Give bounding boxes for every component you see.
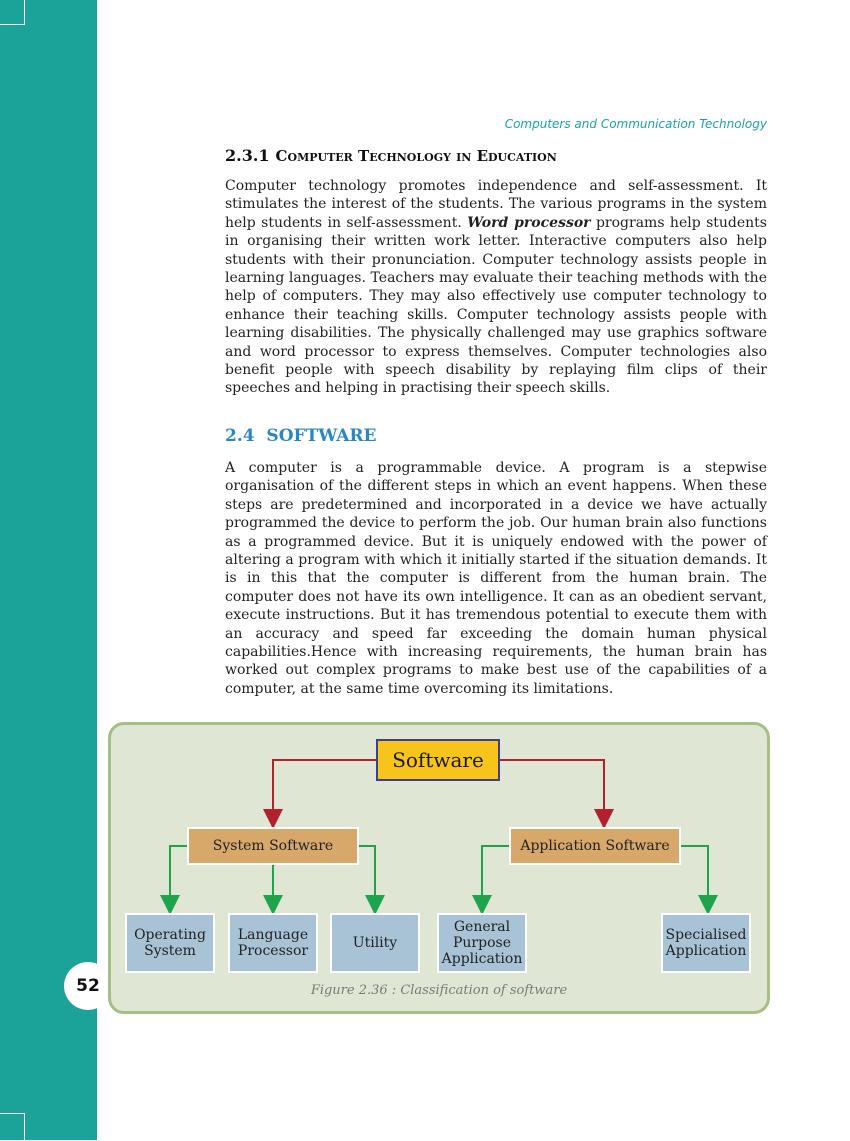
node-operating-system: Operating System: [125, 913, 215, 973]
node-software: Software: [376, 739, 500, 781]
section-title: SOFTWARE: [266, 426, 377, 446]
section-heading-2-4: [225, 426, 377, 446]
section-2-3-1-body: [225, 177, 767, 398]
body-text: Computer technology promotes independence and self-assessment. It stimulates the interest of the students. The various programs in the system help students in self-assessment.: [225, 178, 767, 231]
connector-app-to-general: [482, 846, 509, 905]
connector-system-to-os: [170, 846, 187, 905]
node-general-purpose-application: General Purpose Application: [437, 913, 527, 973]
crop-mark-bottom: [0, 1113, 25, 1141]
connector-system-to-utility: [359, 846, 375, 905]
node-specialised-application: Specialised Application: [661, 913, 751, 973]
node-utility: Utility: [330, 913, 420, 973]
crop-mark-top: [0, 0, 25, 25]
page-number: 52: [64, 962, 112, 1010]
emphasis-term: Word processor: [467, 214, 591, 231]
section-heading-2-3-1: [225, 146, 557, 165]
node-language-processor: Language Processor: [228, 913, 318, 973]
connector-app-to-specialised: [681, 846, 708, 905]
body-text: programs help students in organising their written work letter. Interactive computers also help students with their pronunciation. Computer technology assists people in learning languages. Teachers may evaluate their teaching methods with the help of computers. They may also effectively use computer technology to enhance their teaching skills. Computer technology assists people with learning disabilities. The physically challenged may use graphics software and word processor to express themselves. Computer technologies also benefit people with speech disability by replaying film clips of their speeches and helping in practising their speech skills.: [225, 214, 767, 397]
section-number: 2.3.1: [225, 146, 270, 165]
section-number: 2.4: [225, 426, 255, 446]
connector-root-to-system: [273, 760, 376, 819]
node-system-software: System Software: [187, 827, 359, 865]
section-2-4-body: A computer is a programmable device. A program is a stepwise organisation of the different steps in which an event happens. When these steps are predetermined and incorporated in a device we have actually programmed the device to perform the job. Our human brain also functions as a programmed device. But it is uniquely endowed with the power of altering a program with which it initially started if the situation demands. It is in this that the computer is different from the human brain. The computer does not have its own intelligence. It can as an obedient servant, execute instructions. But it has tremendous potential to execute them with an accuracy and speed far exceeding the domain human physical capabilities.Hence with increasing requirements, the human brain has worked out complex programs to make best use of the capabilities of a computer, at the same time overcoming its limitations.: [225, 460, 767, 697]
running-header: Computers and Communication Technology: [504, 117, 767, 131]
figure-caption: Figure 2.36 : Classification of software: [310, 983, 568, 998]
connector-root-to-application: [500, 760, 604, 819]
software-classification-figure: [108, 722, 770, 1014]
section-title: Computer Technology in Education: [275, 147, 557, 165]
node-application-software: Application Software: [509, 827, 681, 865]
